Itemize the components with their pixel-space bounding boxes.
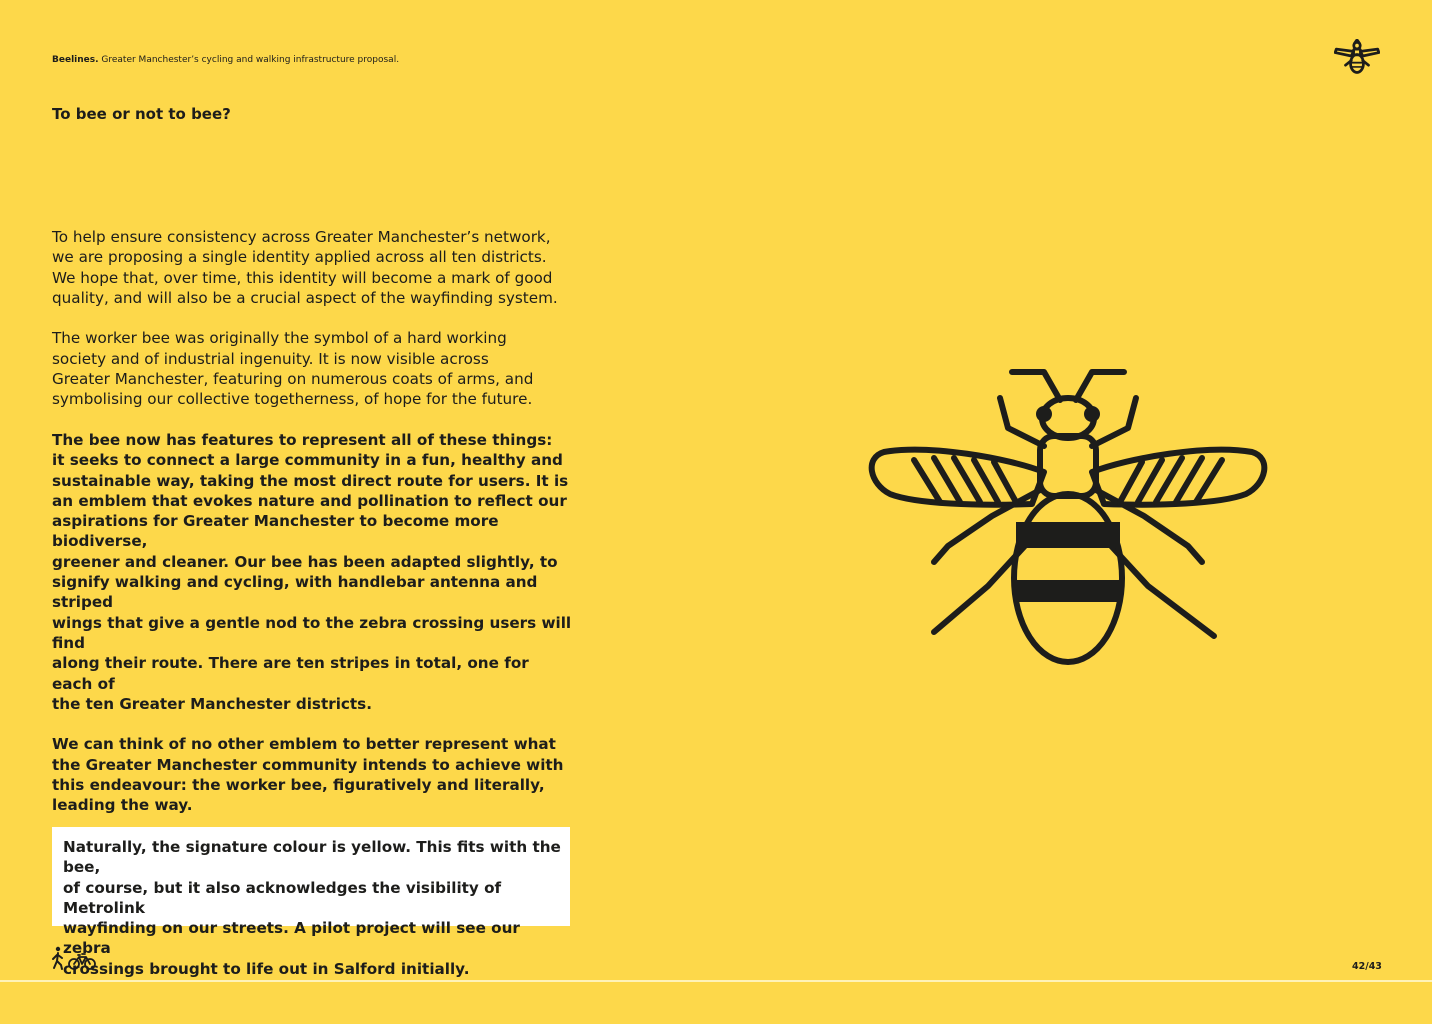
page-number: 42/43 bbox=[1352, 961, 1382, 972]
header-subtitle: Greater Manchester’s cycling and walking infrastructure proposal. bbox=[101, 55, 400, 65]
header bbox=[52, 54, 399, 66]
page-title: To bee or not to bee? bbox=[52, 105, 231, 123]
body-text bbox=[52, 227, 572, 836]
callout-box: Naturally, the signature colour is yellow. This fits with the bee, of course, but it also acknowledges the visibility of Metrolink wayfinding on our streets. A pilot project will see our zebra crossings brought to life out in Salford initially. bbox=[52, 827, 570, 926]
paragraph-bee-features: The bee now has features to represent all of these things: it seeks to connect a large community in a fun, healthy and sustainable way, taking the most direct route for users. It is an emblem that evokes nature and pollination to reflect our aspirations for Greater Manchester to become more biodiverse, greener and cleaner. Our bee has been adapted slightly, to signify walking and cycling, with handlebar antenna and striped wings that give a gentle nod to the zebra crossing users will find along their route. There are ten stripes in total, one for each of the ten Greater Manchester districts. bbox=[52, 430, 572, 713]
walking-person-icon bbox=[53, 947, 62, 969]
bee-logo-icon bbox=[1334, 38, 1380, 74]
bee-emblem-icon bbox=[868, 366, 1268, 666]
header-brand: Beelines. bbox=[52, 55, 99, 65]
bicycle-icon bbox=[69, 954, 95, 969]
footer-icons bbox=[50, 946, 98, 972]
footer-divider bbox=[0, 980, 1432, 982]
paragraph-emblem: We can think of no other emblem to better represent what the Greater Manchester community intends to achieve with this endeavour: the worker bee, figuratively and literally, leading the way. bbox=[52, 735, 564, 815]
paragraph-consistency: To help ensure consistency across Greater Manchester’s network, we are proposing a single identity applied across all ten districts. We hope that, over time, this identity will become a mark of good quality, and will also be a crucial aspect of the wayfinding system. bbox=[52, 228, 558, 307]
paragraph-worker-bee: The worker bee was originally the symbol of a hard working society and of industrial ingenuity. It is now visible across Greater Manchester, featuring on numerous coats of arms, and symbolising our collective togetherness, of hope for the future. bbox=[52, 329, 534, 409]
